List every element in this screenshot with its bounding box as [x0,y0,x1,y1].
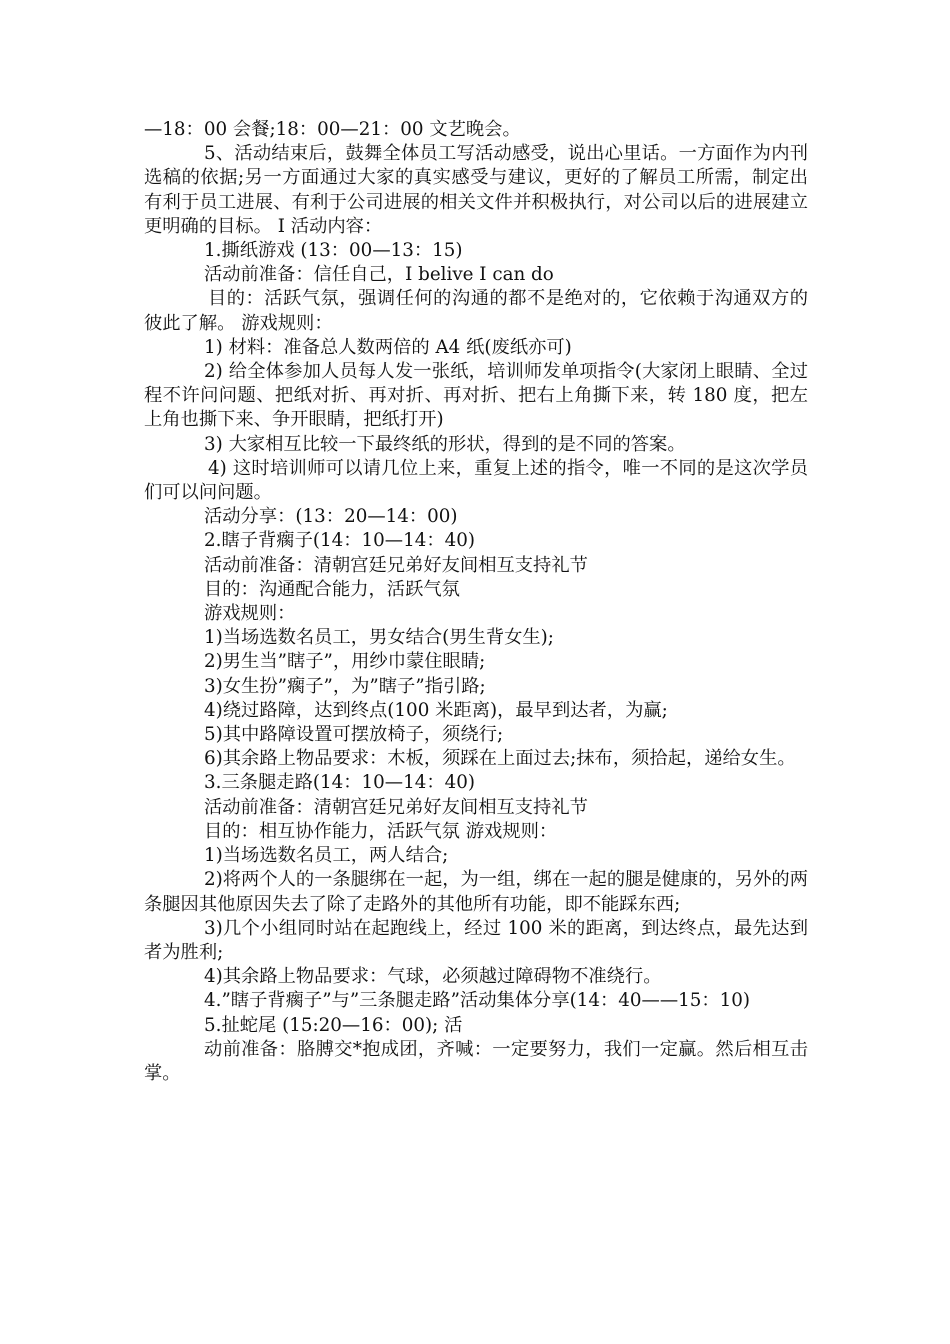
heading-game-2-blind-carries-lame: 2.瞎子背瘸子(14：10—14：40) [204,530,476,552]
paragraph-game-2-rules-label: 游戏规则： [204,603,296,625]
paragraph-game-3-purpose: 目的：相互协作能力，活跃气氛 游戏规则： [204,820,558,842]
paragraph-game-1-sharing: 活动分享：(13：20—14：00) [204,506,458,528]
paragraph-game-2-preparation: 活动前准备：清朝宫廷兄弟好友间相互支持礼节 [204,554,588,576]
paragraph-game-2-rule-6: 6)其余路上物品要求：木板，须踩在上面过去;抹布，须拾起，递给女生。 [204,748,796,770]
paragraph-item-5-feedback: 5、活动结束后，鼓舞全体员工写活动感受，说出心里话。一方面作为内刊选稿的依据;另一方面通过大家的真实感受与建议，更好的了解员工所需，制定出有利于员工进展、有利于公司进展的相关文件并积极执行，对公司以后的进展建立更明确的目标。 I 活动内容： [144,143,808,237]
paragraph-game-2-purpose: 目的：沟通配合能力，活跃气氛 [204,578,460,600]
paragraph-game-1-rule-2: 2) 给全体参加人员每人发一张纸，培训师发单项指令(大家闭上眼睛、全过程不许问问题、把纸对折、再对折、再对折、把右上角撕下来，转 180 度，把左上角也撕下来、争开眼睛，把纸打开) [144,361,808,431]
paragraph-game-3-rule-4: 4)其余路上物品要求：气球，必须越过障碍物不准绕行。 [204,966,662,988]
paragraph-game-3-rule-1: 1)当场选数名员工，两人结合; [204,845,449,867]
document-body [144,118,808,1086]
paragraph-game-2-rule-1: 1)当场选数名员工，男女结合(男生背女生); [204,627,554,649]
paragraph-game-1-rule-4: 4) 这时培训师可以请几位上来，重复上述的指令，唯一不同的是这次学员们可以问问题。 [144,457,808,504]
paragraph-game-1-preparation: 活动前准备：信任自己，I belive I can do [204,264,554,286]
paragraph-game-5-preparation: 动前准备：胳膊交*抱成团，齐喊：一定要努力，我们一定赢。然后相互击掌。 [144,1038,808,1084]
heading-game-1-paper-tearing: 1.撕纸游戏 (13：00—13：15) [204,240,463,262]
paragraph-game-3-rule-3: 3)几个小组同时站在起跑线上，经过 100 米的距离，到达终点，最先达到者为胜利; [144,917,808,963]
heading-item-4-group-sharing: 4.”瞎子背瘸子”与”三条腿走路”活动集体分享(14：40——15：10) [204,990,751,1012]
paragraph-game-1-rule-1: 1) 材料：准备总人数两倍的 A4 纸(废纸亦可) [204,336,572,358]
paragraph-game-2-rule-3: 3)女生扮”瘸子”，为”瞎子”指引路; [204,675,486,697]
paragraph-game-2-rule-4: 4)绕过路障，达到终点(100 米距离)，最早到达者，为赢; [204,699,668,721]
heading-game-3-three-legged-walk: 3.三条腿走路(14：10—14：40) [204,772,476,794]
paragraph-game-2-rule-2: 2)男生当”瞎子”，用纱巾蒙住眼睛; [204,651,486,673]
paragraph-game-1-rule-3: 3) 大家相互比较一下最终纸的形状，得到的是不同的答案。 [204,433,686,455]
paragraph-game-1-purpose: 目的：活跃气氛，强调任何的沟通的都不是绝对的，它依赖于沟通双方的彼此了解。 游戏规则： [144,288,808,334]
paragraph-game-3-preparation: 活动前准备：清朝宫廷兄弟好友间相互支持礼节 [204,796,588,818]
heading-game-5-snake-tail: 5.扯蛇尾 (15:20—16：00); 活 [204,1014,463,1036]
paragraph-game-3-rule-2: 2)将两个人的一条腿绑在一起，为一组，绑在一起的腿是健康的，另外的两条腿因其他原因失去了除了走路外的其他所有功能，即不能踩东西; [144,869,808,915]
paragraph-schedule-end: —18：00 会餐;18：00—21：00 文艺晚会。 [144,119,521,140]
paragraph-game-2-rule-5: 5)其中路障设置可摆放椅子，须绕行; [204,724,504,746]
